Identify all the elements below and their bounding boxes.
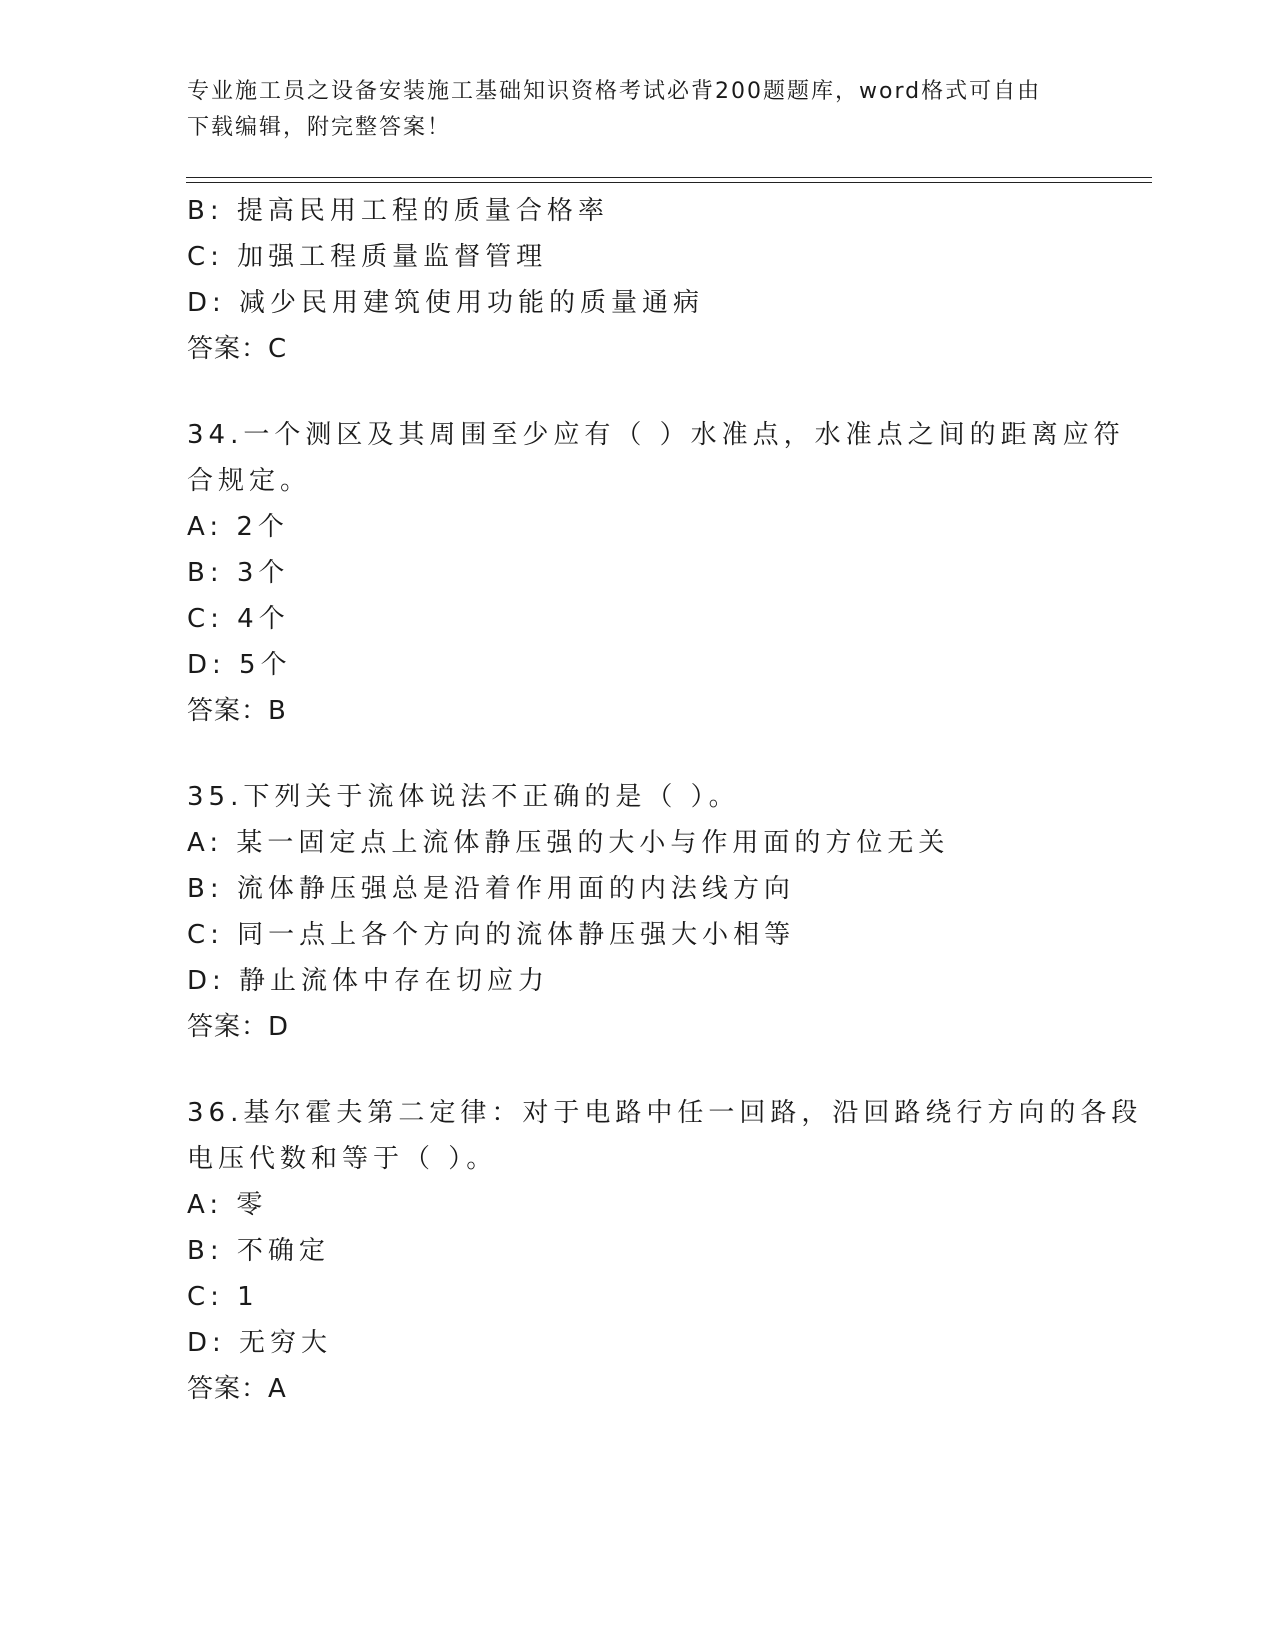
question-list — [187, 188, 1143, 1412]
answer-line: 答案：C — [187, 334, 288, 364]
option-b: B: 不确定 — [187, 1236, 330, 1266]
header-divider-bottom — [186, 182, 1152, 183]
question-34 — [187, 412, 1125, 734]
option-a: A: 某一固定点上流体静压强的大小与作用面的方位无关 — [187, 828, 950, 858]
header-line-1: 专业施工员之设备安装施工基础知识资格考试必背200题题库，word格式可自由 — [187, 79, 1042, 104]
option-a: A: 零 — [187, 1190, 268, 1220]
question-36 — [187, 1090, 1143, 1412]
header-line-2: 下载编辑，附完整答案！ — [187, 115, 452, 140]
option-b: B: 3个 — [187, 558, 290, 588]
question-stem-line-1: 34.一个测区及其周围至少应有（ ）水准点，水准点之间的距离应符 — [187, 420, 1125, 450]
option-b: B: 提高民用工程的质量合格率 — [187, 196, 609, 226]
option-c: C: 1 — [187, 1282, 259, 1312]
question-stem-line-1: 36.基尔霍夫第二定律：对于电路中任一回路，沿回路绕行方向的各段 — [187, 1098, 1143, 1128]
option-d: D: 减少民用建筑使用功能的质量通病 — [187, 288, 705, 318]
answer-line: 答案：A — [187, 1374, 287, 1404]
option-d: D: 静止流体中存在切应力 — [187, 966, 550, 996]
option-b: B: 流体静压强总是沿着作用面的内法线方向 — [187, 874, 795, 904]
option-c: C: 4个 — [187, 604, 290, 634]
question-stem-line-2: 电压代数和等于（ ）。 — [187, 1144, 498, 1174]
option-d: D: 无穷大 — [187, 1328, 333, 1358]
answer-line: 答案：D — [187, 1012, 290, 1042]
option-d: D: 5个 — [187, 650, 292, 680]
option-c: C: 同一点上各个方向的流体静压强大小相等 — [187, 920, 796, 950]
question-33-continued — [187, 188, 1087, 372]
document-header — [187, 74, 1087, 146]
question-stem-line-2: 合规定。 — [187, 466, 312, 496]
option-a: A: 2个 — [187, 512, 289, 542]
header-divider-top — [186, 177, 1152, 178]
option-c: C: 加强工程质量监督管理 — [187, 242, 548, 272]
question-stem-line-1: 35.下列关于流体说法不正确的是（ ）。 — [187, 782, 740, 812]
question-35 — [187, 774, 1087, 1050]
answer-line: 答案：B — [187, 696, 287, 726]
